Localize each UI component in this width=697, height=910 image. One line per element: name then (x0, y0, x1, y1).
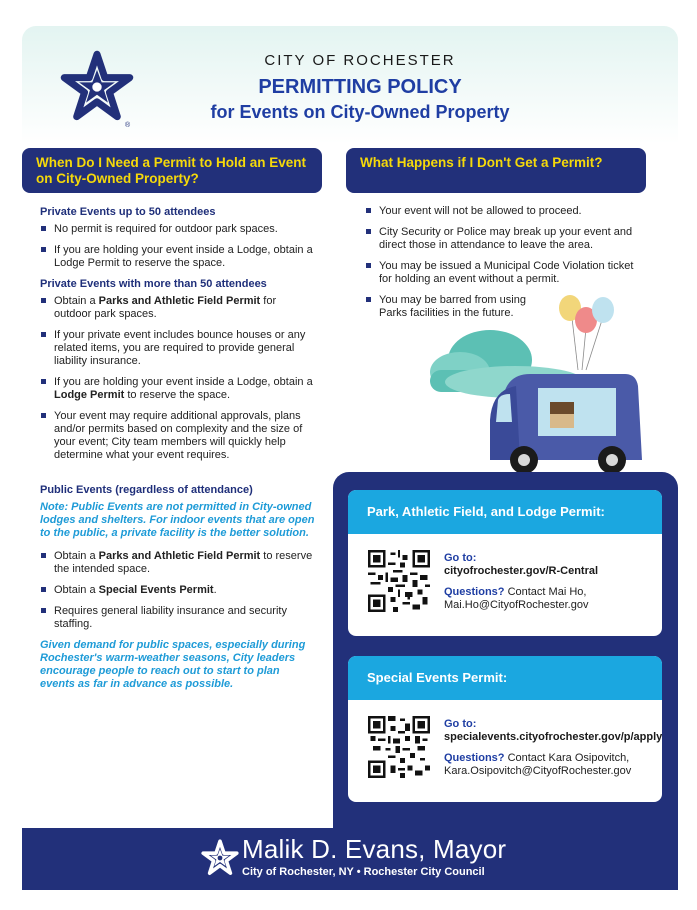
list-item: No permit is required for outdoor park spaces. (40, 223, 315, 236)
go-to-label: Go to: (444, 552, 477, 564)
list-item: Obtain a Special Events Permit. (40, 584, 315, 597)
footer-band (22, 828, 678, 890)
go-to-label: Go to: (444, 718, 477, 730)
list-item: If you are holding your event inside a Lodge, obtain a Lodge Permit to reserve the space. (40, 244, 315, 270)
permit-url-link[interactable]: specialevents.cityofrochester.gov/p/apply (444, 731, 662, 743)
private-large-title: Private Events with more than 50 attendees (40, 278, 267, 290)
list-item: Obtain a Parks and Athletic Field Permit to reserve the intended space. (40, 550, 315, 576)
rochester-flower-logo-icon (200, 838, 240, 878)
balloon-blue-icon (592, 297, 614, 323)
card-title: Park, Athletic Field, and Lodge Permit: (348, 490, 662, 534)
list-item: City Security or Police may break up your event and direct those in attendance to leave the area. (365, 226, 635, 252)
list-item: Obtain a Parks and Athletic Field Permit for outdoor park spaces. (40, 295, 315, 321)
list-item: Your event will not be allowed to proceed. (365, 205, 635, 218)
list-item: Requires general liability insurance and security staffing. (40, 605, 315, 631)
food-truck-illustration (420, 290, 650, 480)
list-item: Your event may require additional approvals, plans and/or permits based on complexity and the size of your event; City team members will quickly help determine what your event requires. (40, 410, 315, 462)
section-heading-when: When Do I Need a Permit to Hold an Event on City-Owned Property? (22, 148, 322, 193)
qr-code-icon[interactable] (368, 716, 430, 778)
private-small-list (40, 223, 315, 270)
list-item: You may be barred from using Parks facilities in the future. (365, 294, 550, 320)
mayor-name: Malik D. Evans, Mayor (242, 834, 507, 864)
list-item: If you are holding your event inside a Lodge, obtain a Lodge Permit to reserve the space. (40, 376, 315, 402)
private-large-list (40, 295, 315, 462)
card-body (444, 552, 659, 612)
public-events-title: Public Events (regardless of attendance) (40, 484, 253, 496)
left-column (40, 206, 315, 691)
rochester-flower-logo-icon (58, 46, 136, 128)
registered-mark: ® (125, 122, 131, 129)
page-title: PERMITTING POLICY (258, 76, 462, 98)
special-events-card (348, 656, 662, 802)
list-item: You may be issued a Municipal Code Violation ticket for holding an event without a permit. (365, 260, 635, 286)
list-item: If your private event includes bounce houses or any related items, you are required to provide general liability insurance. (40, 329, 315, 368)
public-events-list (40, 550, 315, 631)
card-title: Special Events Permit: (348, 656, 662, 700)
permit-url-link[interactable]: cityofrochester.gov/R-Central (444, 565, 599, 577)
footer-subtitle: City of Rochester, NY • Rochester City Council (242, 866, 485, 878)
park-permit-card (348, 490, 662, 636)
page-subtitle: for Events on City-Owned Property (210, 102, 510, 122)
questions-contact: Questions? Contact Kara Osipovitch, Kara.Osipovitch@CityofRochester.gov (444, 752, 632, 777)
public-events-note: Note: Public Events are not permitted in City-owned lodges and shelters. For indoor events that are open to the public, a private facility is the better solution. (40, 501, 315, 539)
city-name: CITY OF ROCHESTER (264, 52, 456, 69)
questions-contact: Questions? Contact Mai Ho, Mai.Ho@CityofRochester.gov (444, 586, 589, 611)
closing-note: Given demand for public spaces, especially during Rochester's warm-weather seasons, City leaders encourage people to reach out to start to plan events as far in advance as possible. (40, 639, 306, 690)
card-body (444, 718, 662, 778)
truck-icon (490, 374, 642, 474)
section-heading-what-happens: What Happens if I Don't Get a Permit? (346, 148, 646, 193)
private-small-title: Private Events up to 50 attendees (40, 206, 216, 218)
qr-code-icon[interactable] (368, 550, 430, 612)
